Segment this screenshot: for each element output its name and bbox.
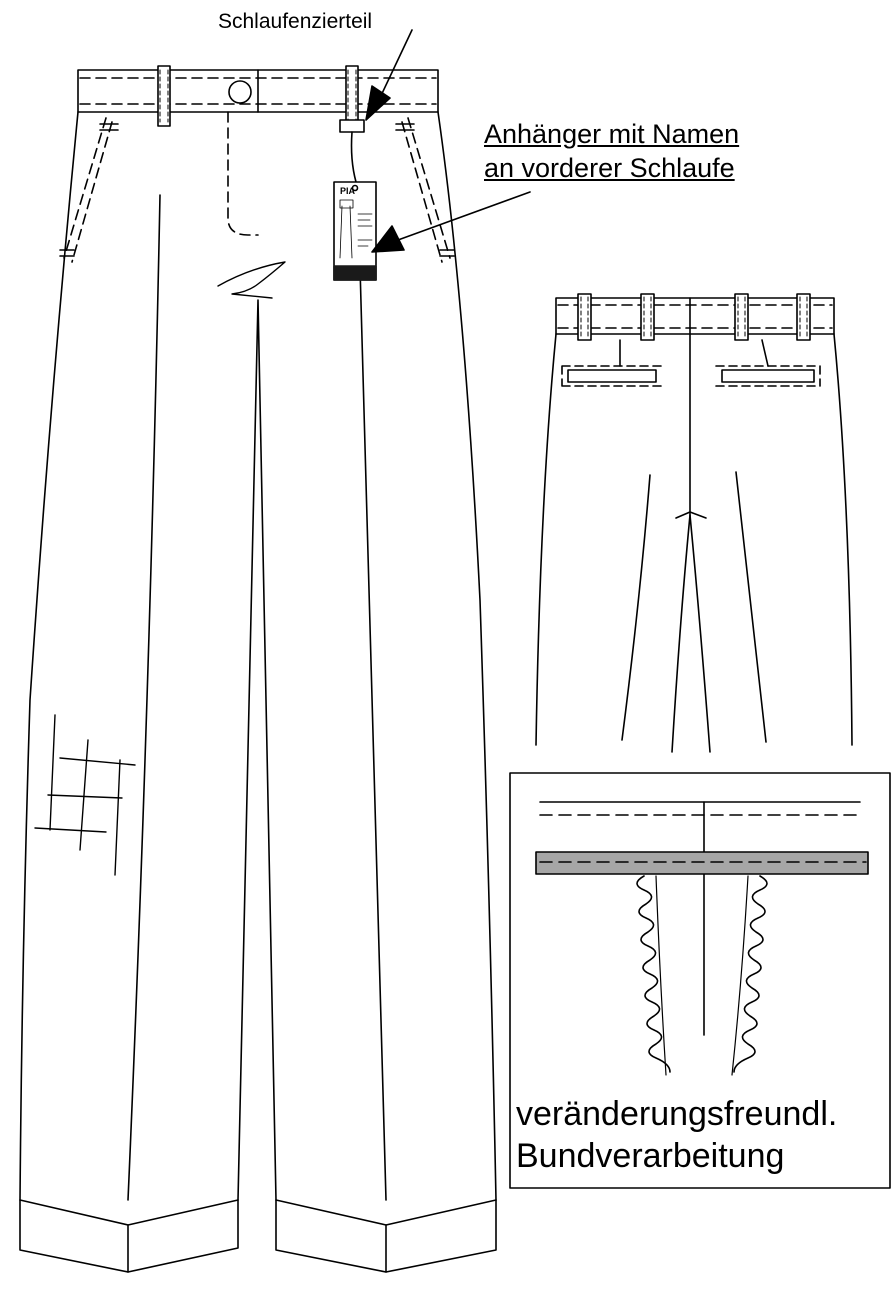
back-legs [536, 334, 852, 752]
back-pockets [562, 340, 820, 386]
back-belt-loops [578, 294, 810, 340]
waistband-section [536, 852, 868, 874]
tag-callout-line [398, 192, 530, 240]
knee-patch-hatching [35, 715, 135, 875]
elastic-stitch-left [637, 876, 670, 1072]
front-view [20, 30, 530, 1272]
front-fly [218, 112, 285, 298]
front-legs [20, 112, 496, 1272]
label-waistband-line1: veränderungsfreundl. [516, 1095, 838, 1133]
label-hang-tag-line1: Anhänger mit Namen [484, 119, 740, 149]
label-hang-tag-line2: an vorderer Schlaufe [484, 153, 735, 183]
loop-callout-line [378, 30, 412, 102]
back-view [536, 294, 852, 752]
label-belt-loop-trim: Schlaufenzierteil [218, 10, 373, 33]
loop-trim-piece [340, 120, 364, 132]
loop-arrowhead-icon [366, 86, 390, 120]
button-icon [229, 81, 251, 103]
tag-string [352, 132, 357, 182]
front-belt-loops [158, 66, 364, 132]
hang-tag [334, 182, 376, 280]
back-waistband [556, 298, 834, 334]
hang-tag-name: PIA [340, 186, 356, 196]
label-waistband-line2: Bundverarbeitung [516, 1137, 785, 1175]
elastic-stitch-right [734, 876, 767, 1072]
